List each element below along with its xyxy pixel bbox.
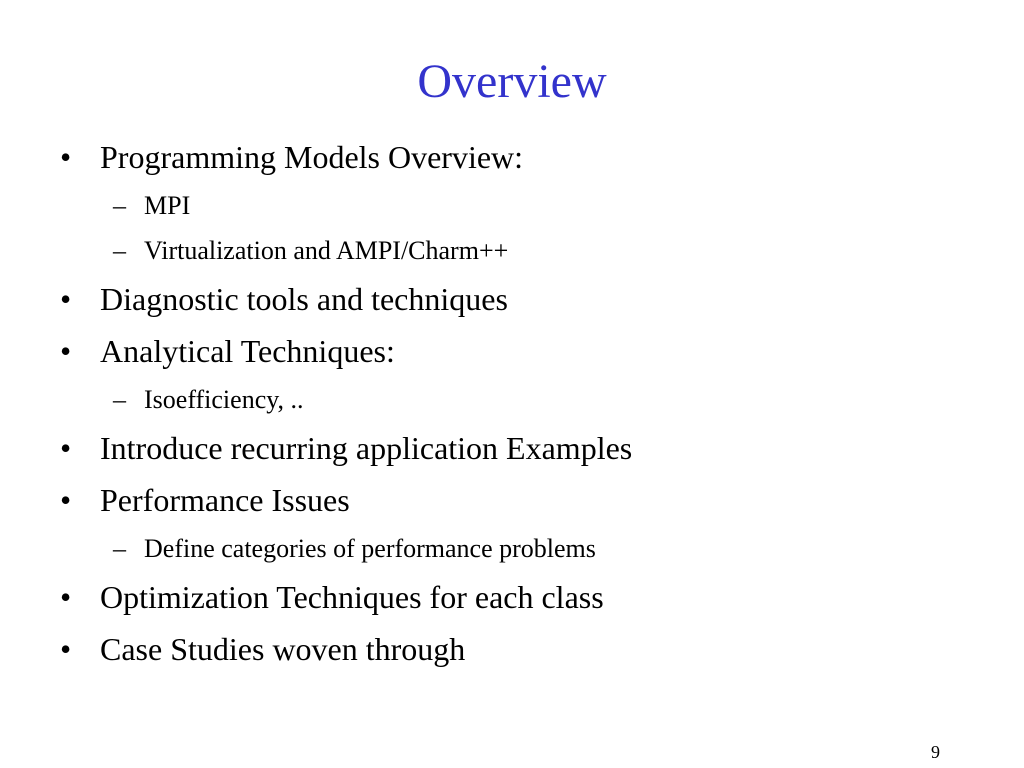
sub-bullet-item xyxy=(60,385,980,415)
bullet-item xyxy=(60,280,980,318)
sub-bullet-item xyxy=(60,236,980,266)
sub-bullet-text: Virtualization and AMPI/Charm++ xyxy=(144,236,509,265)
bullet-item xyxy=(60,429,980,467)
sub-bullet-text: Define categories of performance problems xyxy=(144,534,596,563)
bullet-marker: • xyxy=(60,333,72,369)
bullet-item xyxy=(60,578,980,616)
bullet-marker: • xyxy=(60,430,72,466)
dash-marker: – xyxy=(113,191,126,220)
dash-marker: – xyxy=(113,534,126,563)
dash-marker: – xyxy=(113,236,126,265)
bullet-item xyxy=(60,481,980,519)
bullet-text: Programming Models Overview: xyxy=(100,139,524,175)
sub-bullet-text: MPI xyxy=(144,191,191,220)
bullet-item xyxy=(60,332,980,370)
bullet-item xyxy=(60,630,980,668)
bullet-item xyxy=(60,138,980,176)
bullet-marker: • xyxy=(60,482,72,518)
sub-bullet-item xyxy=(60,191,980,221)
slide-title: Overview xyxy=(417,55,607,108)
bullet-text: Performance Issues xyxy=(100,482,350,518)
slide-number: 9 xyxy=(931,742,940,762)
bullet-text: Diagnostic tools and techniques xyxy=(100,281,508,317)
bullet-marker: • xyxy=(60,139,72,175)
bullet-text: Analytical Techniques: xyxy=(100,333,395,369)
bullet-list xyxy=(60,138,980,668)
sub-bullet-item xyxy=(60,534,980,564)
bullet-marker: • xyxy=(60,579,72,615)
dash-marker: – xyxy=(113,385,126,414)
sub-bullet-text: Isoefficiency, .. xyxy=(144,385,304,414)
bullet-marker: • xyxy=(60,281,72,317)
bullet-text: Case Studies woven through xyxy=(100,631,466,667)
bullet-text: Introduce recurring application Examples xyxy=(100,430,633,466)
bullet-marker: • xyxy=(60,631,72,667)
bullet-text: Optimization Techniques for each class xyxy=(100,579,604,615)
